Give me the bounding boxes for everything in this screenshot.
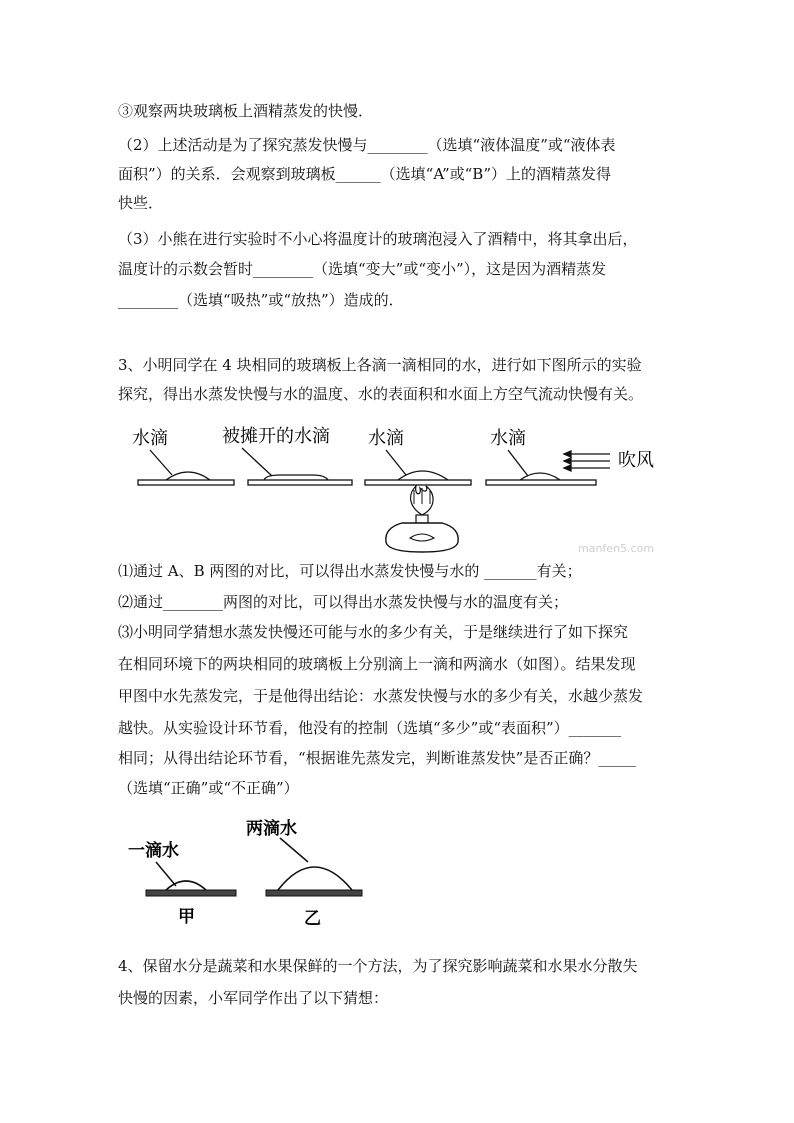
q3-line-3: ________（选填“吸热”或“放热”）造成的． (118, 291, 404, 309)
question-3-intro-line-1: 3、小明同学在 4 块相同的玻璃板上各滴一滴相同的水，进行如下图所示的实验 (118, 356, 642, 374)
step-3-text: ③观察两块玻璃板上酒精蒸发的快慢． (118, 102, 374, 120)
label-yi: 乙 (304, 909, 321, 929)
label-jia: 甲 (178, 907, 195, 927)
sub-question-3-line-3: 甲图中水先蒸发完，于是他得出结论：水蒸发快慢与水的多少有关，水越少蒸发 (118, 687, 644, 705)
drop-comparison-figure (128, 808, 373, 933)
question-3-intro-line-2: 探究，得出水蒸发快慢与水的温度、水的表面积和水面上方空气流动快慢有关。 (118, 385, 644, 403)
question-4-line-2: 快慢的因素，小军同学作出了以下猜想： (118, 989, 389, 1007)
sub-question-1: ⑴通过 A、B 两图的对比，可以得出水蒸发快慢与水的 _______有关； (118, 562, 582, 580)
glass-plate-b (248, 480, 352, 485)
label-one-drop: 一滴水 (128, 841, 179, 861)
glass-plate-c (365, 480, 471, 485)
sub-question-3-line-6: （选填“正确”或“不正确”） (118, 779, 299, 797)
q3-line-1: （3）小熊在进行实验时不小心将温度计的玻璃泡浸入了酒精中，将其拿出后， (118, 230, 638, 248)
glass-plate-d (486, 480, 596, 485)
q2-line-1: （2）上述活动是为了探究蒸发快慢与________（选填“液体温度”或“液体表 (118, 136, 616, 154)
q2-line-2: 面积”）的关系．会观察到玻璃板______（选填“A”或“B”）上的酒精蒸发得 (118, 165, 611, 183)
figure-label-a: 水滴 (132, 428, 168, 449)
sub-question-3-line-1: ⑶小明同学猜想水蒸发快慢还可能与水的多少有关，于是继续进行了如下探究 (118, 623, 629, 641)
q2-line-3: 快些． (118, 194, 164, 212)
watermark: manfen5.com (578, 542, 655, 555)
alcohol-lamp-icon (386, 523, 458, 552)
sub-question-2: ⑵通过________两图的对比，可以得出水蒸发快慢与水的温度有关； (118, 593, 569, 611)
sub-question-3-line-5: 相同；从得出结论环节看，“根据谁先蒸发完，判断谁蒸发快”是否正确？_____ (118, 749, 636, 767)
question-4-line-1: 4、保留水分是蔬菜和水果保鲜的一个方法，为了探究影响蔬菜和水果水分散失 (118, 957, 638, 975)
figure-label-c: 水滴 (368, 428, 404, 449)
glass-plate-a (138, 480, 234, 485)
q3-line-2: 温度计的示数会暂时________（选填“变大”或“变小”），这是因为酒精蒸发 (118, 260, 607, 278)
glass-plate-yi (266, 890, 362, 896)
sub-question-3-line-2: 在相同环境下的两块相同的玻璃板上分别滴上一滴和两滴水（如图）。结果发现 (118, 655, 636, 673)
figure-label-wind: 吹风 (618, 450, 654, 471)
sub-question-3-line-4: 越快。从实验设计环节看，他没有的控制（选填“多少”或“表面积”）_______ (118, 719, 622, 737)
wind-arrows-icon (564, 451, 610, 471)
figure-label-b: 被摊开的水滴 (222, 426, 330, 447)
figure-label-d: 水滴 (490, 428, 526, 449)
evaporation-experiment-figure (130, 420, 670, 555)
label-two-drops: 两滴水 (246, 819, 297, 839)
glass-plate-jia (146, 890, 236, 896)
